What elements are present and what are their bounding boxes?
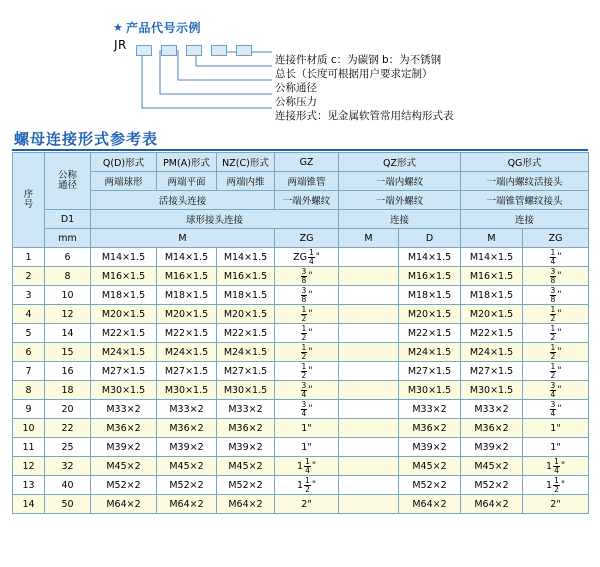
section-divider bbox=[12, 149, 588, 151]
cell-no: 7 bbox=[13, 362, 45, 381]
unit-zg-1: ZG bbox=[275, 229, 339, 248]
cell-qz-m bbox=[339, 267, 399, 286]
table-row bbox=[13, 362, 589, 381]
cell-qz-d: M64×2 bbox=[399, 495, 461, 514]
cell-gz: $\frac{3}{8}$ " bbox=[275, 286, 339, 305]
code-box-5 bbox=[236, 45, 252, 56]
cell-qz-m bbox=[339, 286, 399, 305]
unit-m-1: M bbox=[91, 229, 275, 248]
cell-pm: M18×1.5 bbox=[157, 286, 217, 305]
table-row bbox=[13, 419, 589, 438]
cell-qg-zg: $\frac{1}{2}$ " bbox=[523, 362, 589, 381]
table-row bbox=[13, 438, 589, 457]
cell-no: 6 bbox=[13, 343, 45, 362]
legend-length: 总长（长度可根据用户要求定制） bbox=[275, 68, 433, 80]
cell-qd: M22×1.5 bbox=[91, 324, 157, 343]
cell-no: 1 bbox=[13, 248, 45, 267]
cell-no: 3 bbox=[13, 286, 45, 305]
cell-nz: M16×1.5 bbox=[217, 267, 275, 286]
cell-gz: $\frac{3}{4}$ " bbox=[275, 400, 339, 419]
cell-qg-m: M64×2 bbox=[461, 495, 523, 514]
cell-gz: 1" bbox=[275, 419, 339, 438]
cell-qz-m bbox=[339, 476, 399, 495]
cell-gz: ZG $\frac{1}{4}$ " bbox=[275, 248, 339, 267]
cell-qz-m bbox=[339, 324, 399, 343]
legend-pressure: 公称压力 bbox=[275, 96, 317, 108]
cell-qg-m: M22×1.5 bbox=[461, 324, 523, 343]
cell-qg-zg: $\frac{1}{2}$ " bbox=[523, 343, 589, 362]
cell-qg-m: M52×2 bbox=[461, 476, 523, 495]
cell-nz: M22×1.5 bbox=[217, 324, 275, 343]
cell-pm: M45×2 bbox=[157, 457, 217, 476]
cell-qz-d: M33×2 bbox=[399, 400, 461, 419]
table-row bbox=[13, 267, 589, 286]
cell-dn: 15 bbox=[45, 343, 91, 362]
cell-nz: M24×1.5 bbox=[217, 343, 275, 362]
subheader-d1: D1 bbox=[45, 210, 91, 229]
cell-qz-d: M24×1.5 bbox=[399, 343, 461, 362]
cell-qg-zg: $\frac{3}{4}$ " bbox=[523, 400, 589, 419]
cell-qz-d: M20×1.5 bbox=[399, 305, 461, 324]
subheader-qg-type: 一端内螺纹活接头 bbox=[461, 172, 589, 191]
cell-dn: 32 bbox=[45, 457, 91, 476]
cell-qz-m bbox=[339, 438, 399, 457]
cell-qd: M16×1.5 bbox=[91, 267, 157, 286]
cell-no: 12 bbox=[13, 457, 45, 476]
cell-qd: M36×2 bbox=[91, 419, 157, 438]
table-row bbox=[13, 248, 589, 267]
cell-no: 11 bbox=[13, 438, 45, 457]
table-row bbox=[13, 286, 589, 305]
cell-qz-d: M45×2 bbox=[399, 457, 461, 476]
cell-qz-d: M39×2 bbox=[399, 438, 461, 457]
subheader-qz-connect: 连接 bbox=[339, 210, 461, 229]
subheader-nz-type: 两端内维 bbox=[217, 172, 275, 191]
cell-dn: 8 bbox=[45, 267, 91, 286]
cell-nz: M39×2 bbox=[217, 438, 275, 457]
cell-no: 8 bbox=[13, 381, 45, 400]
legend-diameter: 公称通径 bbox=[275, 82, 317, 94]
table-row bbox=[13, 495, 589, 514]
cell-gz: $\frac{3}{4}$ " bbox=[275, 381, 339, 400]
cell-dn: 16 bbox=[45, 362, 91, 381]
cell-pm: M24×1.5 bbox=[157, 343, 217, 362]
cell-no: 2 bbox=[13, 267, 45, 286]
cell-pm: M20×1.5 bbox=[157, 305, 217, 324]
cell-no: 5 bbox=[13, 324, 45, 343]
cell-pm: M39×2 bbox=[157, 438, 217, 457]
subheader-qg-connect: 连接 bbox=[461, 210, 589, 229]
legend-connection: 连接形式：见金属软管常用结构形式表 bbox=[275, 110, 454, 122]
col-header-qz: QZ形式 bbox=[339, 153, 461, 172]
cell-qg-zg: $\frac{3}{4}$ " bbox=[523, 381, 589, 400]
cell-dn: 22 bbox=[45, 419, 91, 438]
cell-qg-zg: $\frac{1}{4}$ " bbox=[523, 248, 589, 267]
cell-pm: M27×1.5 bbox=[157, 362, 217, 381]
cell-nz: M27×1.5 bbox=[217, 362, 275, 381]
star-icon: ★ bbox=[113, 21, 123, 34]
cell-pm: M64×2 bbox=[157, 495, 217, 514]
cell-qg-zg: 2" bbox=[523, 495, 589, 514]
cell-nz: M18×1.5 bbox=[217, 286, 275, 305]
cell-qg-m: M36×2 bbox=[461, 419, 523, 438]
cell-qd: M27×1.5 bbox=[91, 362, 157, 381]
cell-nz: M52×2 bbox=[217, 476, 275, 495]
cell-gz: $\frac{1}{2}$ " bbox=[275, 324, 339, 343]
cell-dn: 14 bbox=[45, 324, 91, 343]
cell-qd: M20×1.5 bbox=[91, 305, 157, 324]
cell-qg-m: M18×1.5 bbox=[461, 286, 523, 305]
cell-qg-zg: $\frac{3}{8}$ " bbox=[523, 286, 589, 305]
cell-dn: 50 bbox=[45, 495, 91, 514]
cell-qz-m bbox=[339, 343, 399, 362]
subheader-union-connect: 活接头连接 bbox=[91, 191, 275, 210]
col-header-pm: PM(A)形式 bbox=[157, 153, 217, 172]
subheader-ball-connect: 球形接头连接 bbox=[91, 210, 339, 229]
table-row bbox=[13, 476, 589, 495]
cell-qg-m: M33×2 bbox=[461, 400, 523, 419]
cell-qz-m bbox=[339, 248, 399, 267]
unit-mm: mm bbox=[45, 229, 91, 248]
legend-material: 连接件材质 c：为碳钢 b：为不锈钢 bbox=[275, 54, 442, 66]
cell-dn: 10 bbox=[45, 286, 91, 305]
cell-qg-m: M20×1.5 bbox=[461, 305, 523, 324]
cell-gz: $\frac{1}{2}$ " bbox=[275, 305, 339, 324]
cell-qz-m bbox=[339, 381, 399, 400]
cell-qd: M24×1.5 bbox=[91, 343, 157, 362]
cell-pm: M36×2 bbox=[157, 419, 217, 438]
cell-qg-zg: $\frac{3}{8}$ " bbox=[523, 267, 589, 286]
code-box-1 bbox=[136, 45, 152, 56]
unit-m-3: M bbox=[461, 229, 523, 248]
cell-qd: M64×2 bbox=[91, 495, 157, 514]
cell-dn: 20 bbox=[45, 400, 91, 419]
col-header-qg: QG形式 bbox=[461, 153, 589, 172]
table-row bbox=[13, 324, 589, 343]
subheader-gz-type: 两端锥管 bbox=[275, 172, 339, 191]
cell-nz: M14×1.5 bbox=[217, 248, 275, 267]
cell-qg-m: M39×2 bbox=[461, 438, 523, 457]
nut-connection-table bbox=[12, 152, 589, 514]
cell-nz: M45×2 bbox=[217, 457, 275, 476]
table-row bbox=[13, 381, 589, 400]
table-body bbox=[13, 248, 589, 514]
cell-no: 10 bbox=[13, 419, 45, 438]
cell-qz-m bbox=[339, 362, 399, 381]
code-prefix: JR bbox=[114, 38, 127, 52]
page-title: 产品代号示例 bbox=[126, 21, 202, 35]
cell-qg-m: M27×1.5 bbox=[461, 362, 523, 381]
cell-gz: $\frac{3}{8}$ " bbox=[275, 267, 339, 286]
subheader-pm-type: 两端平面 bbox=[157, 172, 217, 191]
cell-qz-d: M14×1.5 bbox=[399, 248, 461, 267]
cell-qd: M45×2 bbox=[91, 457, 157, 476]
col-header-no: 序 号 bbox=[13, 153, 45, 248]
cell-qz-m bbox=[339, 495, 399, 514]
cell-pm: M22×1.5 bbox=[157, 324, 217, 343]
product-code-example bbox=[0, 0, 600, 122]
code-box-4 bbox=[211, 45, 227, 56]
cell-dn: 18 bbox=[45, 381, 91, 400]
table-row bbox=[13, 457, 589, 476]
cell-qg-zg: 1 $\frac{1}{4}$ " bbox=[523, 457, 589, 476]
table-row bbox=[13, 305, 589, 324]
cell-nz: M20×1.5 bbox=[217, 305, 275, 324]
cell-qg-zg: 1" bbox=[523, 438, 589, 457]
cell-pm: M52×2 bbox=[157, 476, 217, 495]
cell-qz-m bbox=[339, 419, 399, 438]
col-header-qd: Q(D)形式 bbox=[91, 153, 157, 172]
cell-qg-m: M45×2 bbox=[461, 457, 523, 476]
cell-gz: 1 $\frac{1}{4}$ " bbox=[275, 457, 339, 476]
cell-qz-d: M52×2 bbox=[399, 476, 461, 495]
cell-qg-m: M16×1.5 bbox=[461, 267, 523, 286]
cell-qd: M33×2 bbox=[91, 400, 157, 419]
cell-pm: M16×1.5 bbox=[157, 267, 217, 286]
subheader-qz-external: 一端外螺纹 bbox=[339, 191, 461, 210]
cell-pm: M30×1.5 bbox=[157, 381, 217, 400]
cell-qd: M30×1.5 bbox=[91, 381, 157, 400]
cell-qz-d: M22×1.5 bbox=[399, 324, 461, 343]
cell-qg-zg: $\frac{1}{2}$ " bbox=[523, 305, 589, 324]
cell-qg-m: M14×1.5 bbox=[461, 248, 523, 267]
cell-qd: M39×2 bbox=[91, 438, 157, 457]
cell-dn: 25 bbox=[45, 438, 91, 457]
cell-qz-d: M27×1.5 bbox=[399, 362, 461, 381]
cell-no: 14 bbox=[13, 495, 45, 514]
cell-qz-d: M30×1.5 bbox=[399, 381, 461, 400]
code-box-3 bbox=[186, 45, 202, 56]
cell-nz: M33×2 bbox=[217, 400, 275, 419]
section-title: 螺母连接形式参考表 bbox=[14, 130, 159, 148]
cell-qz-d: M16×1.5 bbox=[399, 267, 461, 286]
cell-no: 4 bbox=[13, 305, 45, 324]
subheader-qd-type: 两端球形 bbox=[91, 172, 157, 191]
cell-dn: 6 bbox=[45, 248, 91, 267]
col-header-gz: GZ bbox=[275, 153, 339, 172]
cell-no: 13 bbox=[13, 476, 45, 495]
cell-qd: M14×1.5 bbox=[91, 248, 157, 267]
code-box-2 bbox=[161, 45, 177, 56]
cell-qd: M18×1.5 bbox=[91, 286, 157, 305]
cell-pm: M14×1.5 bbox=[157, 248, 217, 267]
subheader-qz-type: 一端内螺纹 bbox=[339, 172, 461, 191]
table-row bbox=[13, 343, 589, 362]
cell-nz: M30×1.5 bbox=[217, 381, 275, 400]
cell-qg-zg: 1 $\frac{1}{2}$ " bbox=[523, 476, 589, 495]
cell-no: 9 bbox=[13, 400, 45, 419]
cell-qz-m bbox=[339, 457, 399, 476]
cell-gz: $\frac{1}{2}$ " bbox=[275, 362, 339, 381]
cell-qg-m: M30×1.5 bbox=[461, 381, 523, 400]
cell-qg-zg: 1" bbox=[523, 419, 589, 438]
cell-pm: M33×2 bbox=[157, 400, 217, 419]
cell-nz: M36×2 bbox=[217, 419, 275, 438]
cell-gz: 1 $\frac{1}{2}$ " bbox=[275, 476, 339, 495]
unit-zg-2: ZG bbox=[523, 229, 589, 248]
cell-qz-m bbox=[339, 305, 399, 324]
cell-qd: M52×2 bbox=[91, 476, 157, 495]
cell-qz-d: M18×1.5 bbox=[399, 286, 461, 305]
cell-gz: 1" bbox=[275, 438, 339, 457]
cell-gz: 2" bbox=[275, 495, 339, 514]
cell-dn: 12 bbox=[45, 305, 91, 324]
table-row bbox=[13, 400, 589, 419]
cell-nz: M64×2 bbox=[217, 495, 275, 514]
unit-m-2: M bbox=[339, 229, 399, 248]
col-header-nz: NZ(C)形式 bbox=[217, 153, 275, 172]
cell-qz-d: M36×2 bbox=[399, 419, 461, 438]
unit-d: D bbox=[399, 229, 461, 248]
cell-dn: 40 bbox=[45, 476, 91, 495]
col-header-dn: 公称 通径 bbox=[45, 153, 91, 210]
subheader-gz-union: 一端外螺纹 bbox=[275, 191, 339, 210]
subheader-qg-taper: 一端锥管螺纹接头 bbox=[461, 191, 589, 210]
cell-qz-m bbox=[339, 400, 399, 419]
code-boxes bbox=[136, 40, 256, 59]
cell-qg-zg: $\frac{1}{2}$ " bbox=[523, 324, 589, 343]
cell-qg-m: M24×1.5 bbox=[461, 343, 523, 362]
cell-gz: $\frac{1}{2}$ " bbox=[275, 343, 339, 362]
